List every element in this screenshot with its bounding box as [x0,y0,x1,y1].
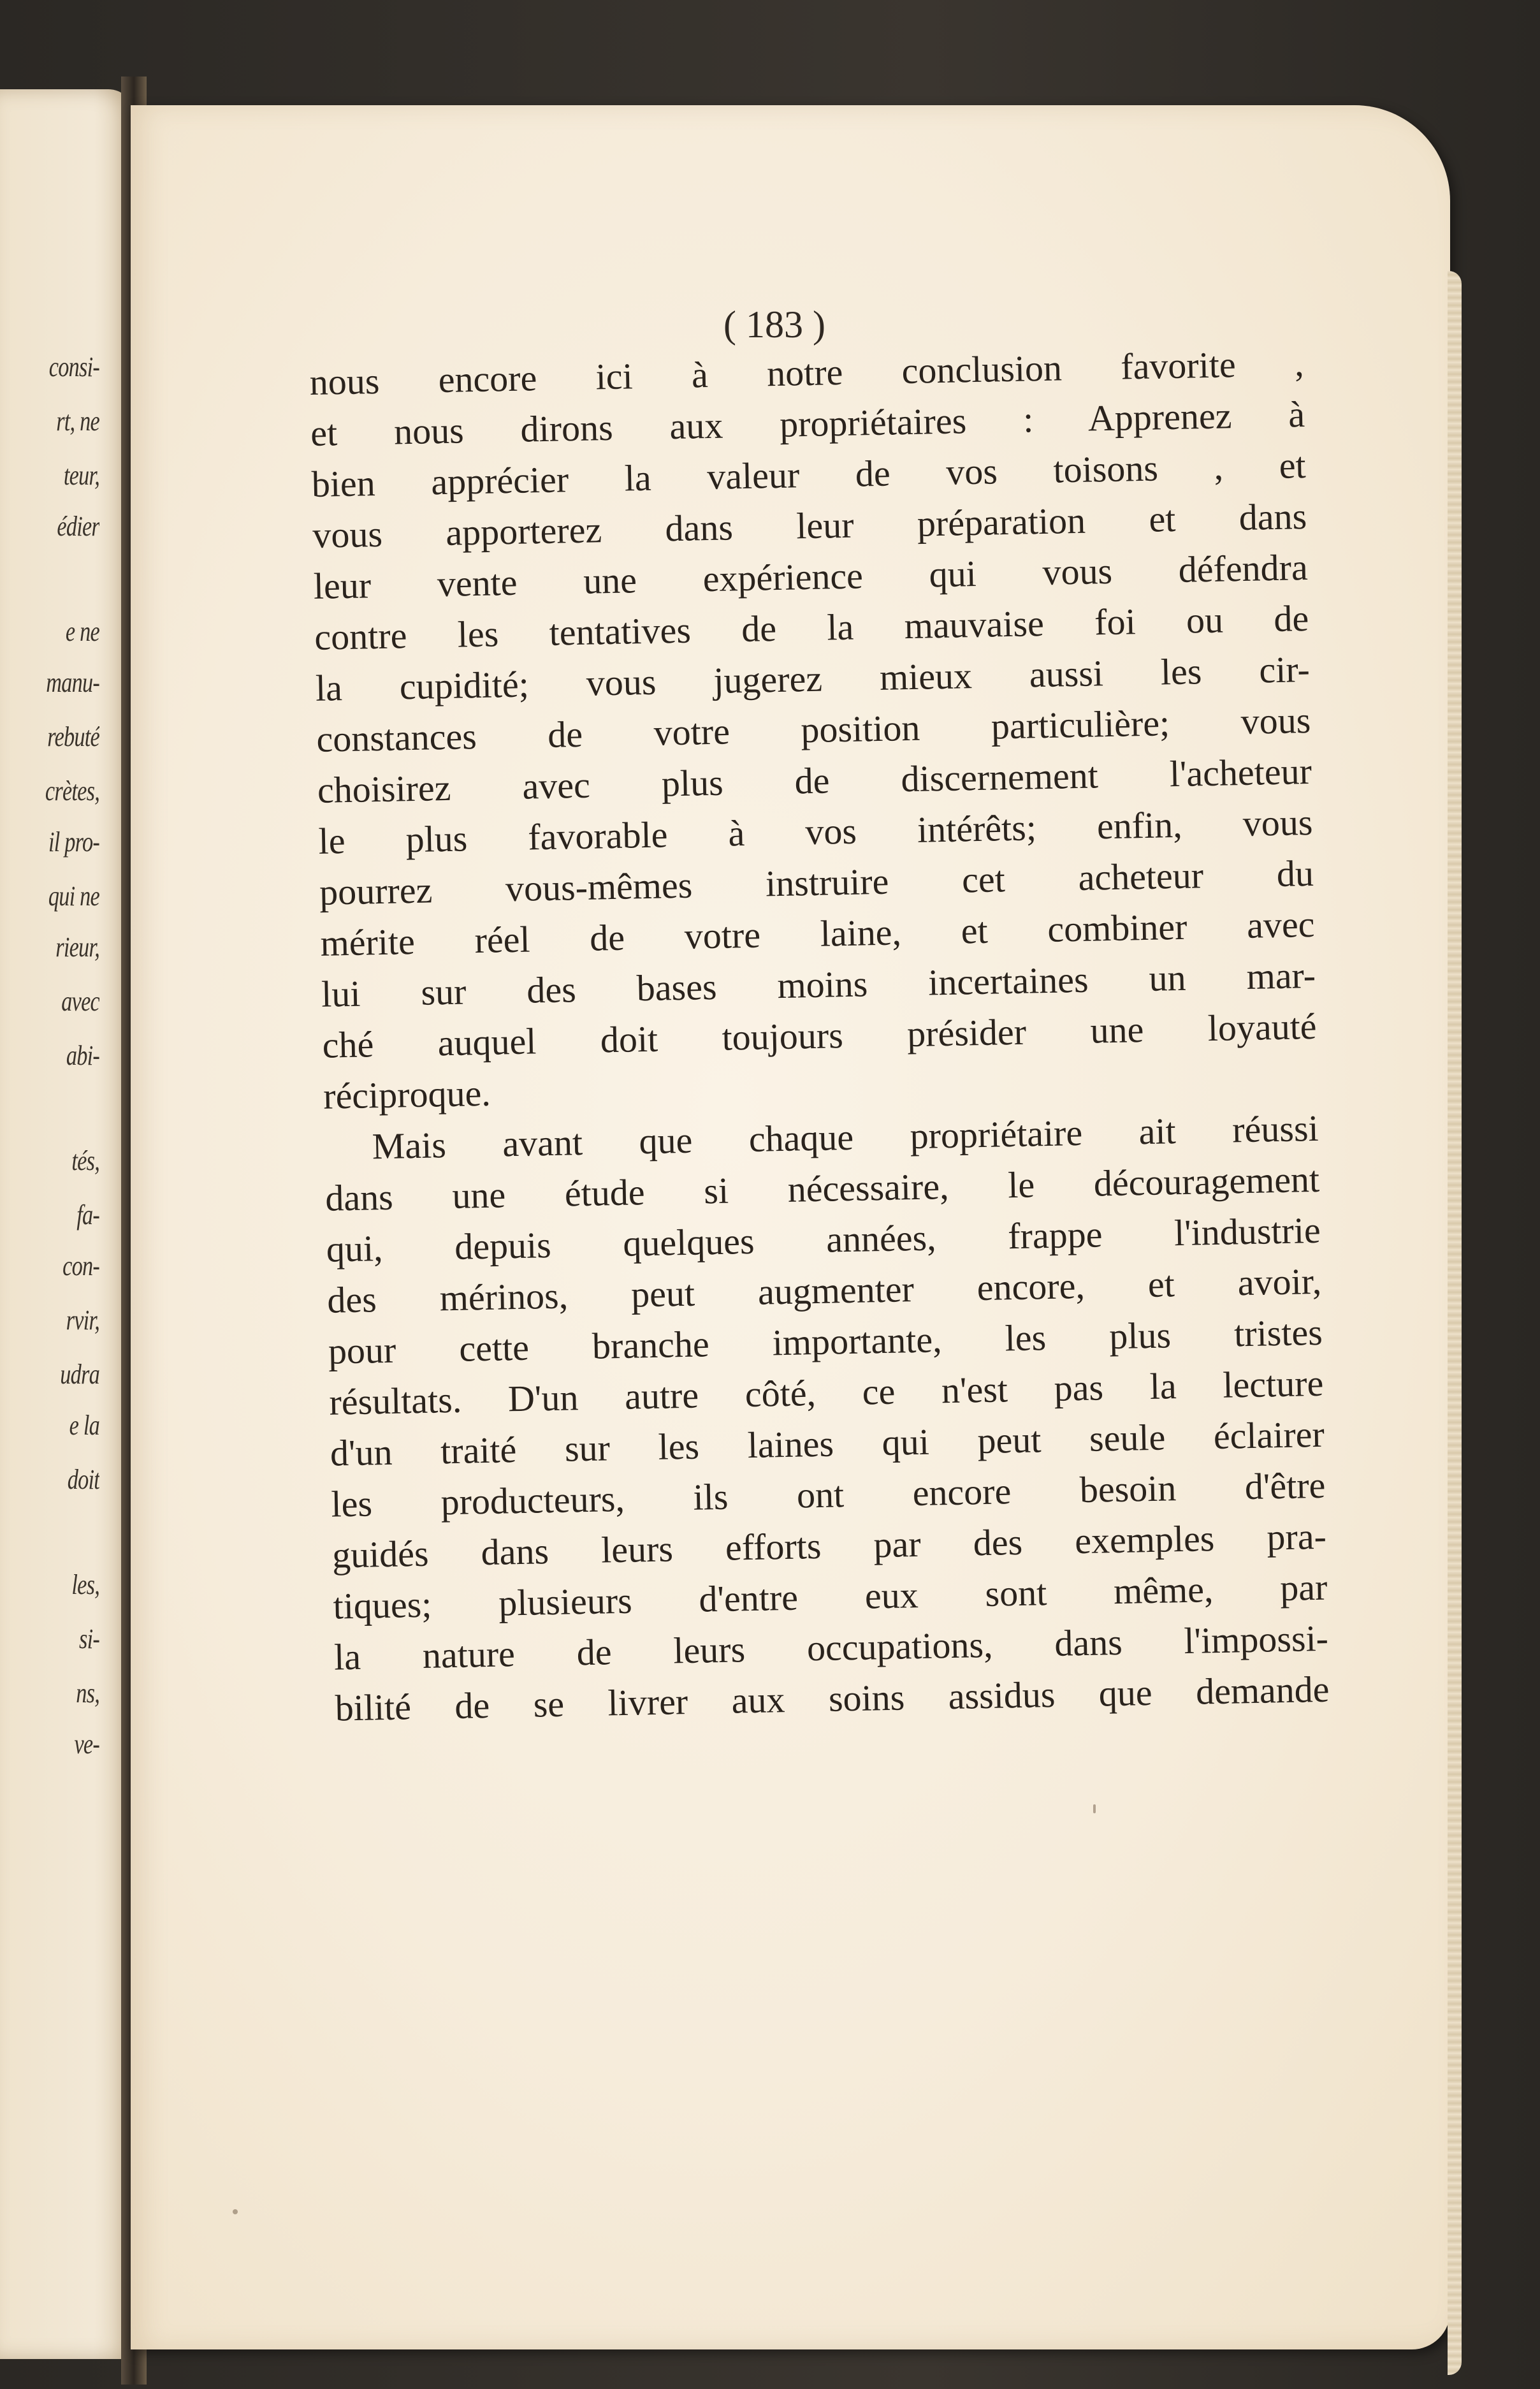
facing-page-fragment: e la [69,1410,99,1441]
facing-page-fragment: les, [71,1569,99,1600]
text-line: constances de votre position particulière; vous [316,699,1311,760]
text-line: mérite réel de votre laine, et combiner avec [320,903,1315,964]
book-page [131,105,1450,2349]
text-line: guidés dans leurs efforts par des exemples pra- [331,1515,1327,1576]
text-line: la nature de leurs occupations, dans l'impossi- [333,1617,1329,1678]
facing-page [0,89,134,2359]
text-line: qui, depuis quelques années, frappe l'industrie [326,1209,1321,1270]
facing-page-fragment: e ne [65,616,99,647]
text-line: des mérinos, peut augmenter encore, et avoir, [326,1260,1322,1321]
facing-page-fragment: consi- [48,351,99,383]
facing-page-fragment: si- [79,1623,99,1655]
text-line: d'un traité sur les laines qui peut seule éclairer [330,1413,1325,1474]
facing-page-fragment: abi- [66,1040,99,1071]
text-line: bien apprécier la valeur de vos toisons , et [311,444,1307,505]
facing-page-fragment: fa- [76,1199,99,1231]
facing-page-fragment: crètes, [45,775,99,807]
text-line: et nous dirons aux propriétaires : Apprenez à [310,393,1305,454]
paper-speck [1093,1804,1096,1813]
text-line: dans une étude si nécessaire, le découragement [324,1158,1320,1219]
facing-page-fragment: udra [60,1359,99,1390]
text-line: choisirez avec plus de discernement l'acheteur [317,750,1312,811]
body-text [309,338,1330,1734]
facing-page-fragment: manu- [46,667,99,698]
facing-page-fragment: ns, [76,1677,99,1709]
facing-page-fragment: rvir, [66,1304,99,1336]
page-number: ( 183 ) [723,303,825,346]
text-line: pour cette branche importante, les plus tristes [328,1311,1323,1372]
text-line: nous encore ici à notre conclusion favorite , [309,342,1305,403]
text-line: le plus favorable à vos intérêts; enfin, vous [317,801,1313,862]
facing-page-fragment: avec [61,986,99,1017]
text-line: lui sur des bases moins incertaines un mar- [321,954,1316,1015]
facing-page-fragment: teur, [63,460,99,491]
facing-page-fragment: rieur, [55,931,99,963]
text-line: pourrez vous-mêmes instruire cet acheteur du [319,852,1314,913]
paper-speck [233,2209,238,2214]
paragraph [324,1103,1330,1734]
text-line: contre les tentatives de la mauvaise foi ou de [314,597,1309,658]
facing-page-fragment: rt, ne [56,405,99,437]
facing-page-fragment: con- [62,1250,99,1282]
facing-page-fragment: qui ne [48,880,99,912]
text-line: résultats. D'un autre côté, ce n'est pas la lecture [328,1362,1324,1423]
page-edge [1448,271,1462,2375]
facing-page-fragment: rebuté [47,721,99,752]
facing-page-fragment: il pro- [48,826,99,858]
text-line: Mais avant que chaque propriétaire ait réussi [372,1107,1319,1167]
facing-page-fragment: édier [57,511,99,542]
text-line: ché auquel doit toujours présider une loyauté [322,1005,1318,1066]
text-line: les producteurs, ils ont encore besoin d'être [330,1464,1326,1525]
text-line: réciproque. [323,1072,491,1117]
facing-page-fragment: tés, [71,1145,99,1176]
text-line: tiques; plusieurs d'entre eux sont même, par [332,1566,1328,1627]
text-line: bilité de se livrer aux soins assidus que demande [335,1668,1330,1729]
paragraph [309,338,1318,1122]
facing-page-fragment: ve- [74,1728,99,1760]
text-line: vous apporterez dans leur préparation et dans [312,495,1307,556]
text-line: leur vente une expérience qui vous défendra [313,546,1309,607]
facing-page-fragment: doit [67,1464,99,1495]
text-line: la cupidité; vous jugerez mieux aussi les cir- [315,648,1311,709]
